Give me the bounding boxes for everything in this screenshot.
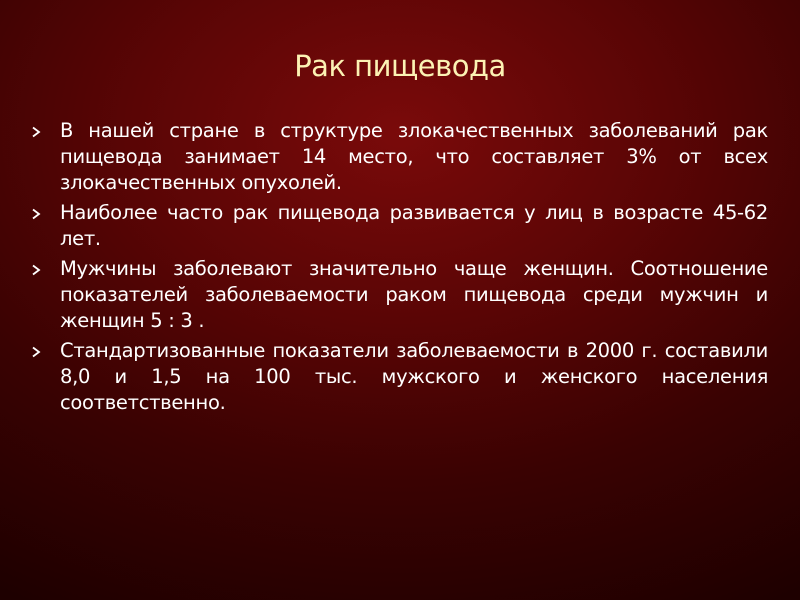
bullet-item [30,256,768,334]
bullet-text: Стандартизованные показатели заболеваемости в 2000 г. составили 8,0 и 1,5 на 100 тыс. мужского и женского населения соответственно. [60,339,768,414]
arrowhead-bullet-icon [30,264,42,276]
bullet-text: В нашей стране в структуре злокачественных заболеваний рак пищевода занимает 14 место, что составляет 3% от всех злокачественных опухолей. [60,119,768,194]
bullet-item [30,338,768,416]
bullet-text: Наиболее часто рак пищевода развивается у лиц в возрасте 45-62 лет. [60,201,768,250]
bullet-text: Мужчины заболевают значительно чаще женщин. Соотношение показателей заболеваемости раком пищевода среди мужчин и женщин 5 : 3 . [60,257,768,332]
bullet-item [30,200,768,252]
arrowhead-bullet-icon [30,208,42,220]
arrowhead-bullet-icon [30,126,42,138]
bullet-list [30,118,768,420]
bullet-item [30,118,768,196]
arrowhead-bullet-icon [30,346,42,358]
slide-title: Рак пищевода [294,49,506,83]
